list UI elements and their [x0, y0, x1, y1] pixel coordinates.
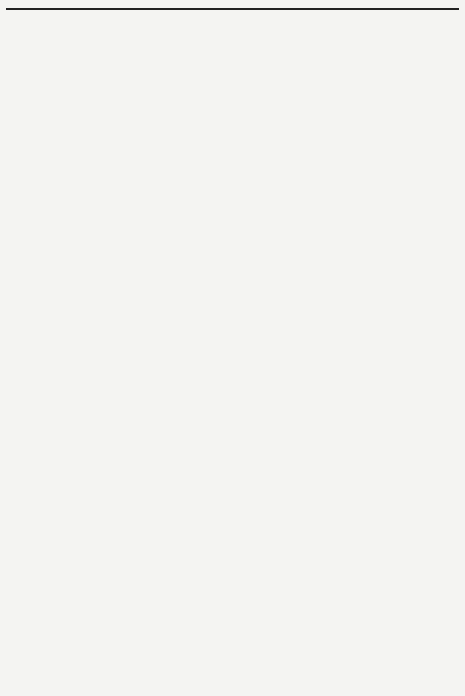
headline-block	[6, 8, 459, 10]
